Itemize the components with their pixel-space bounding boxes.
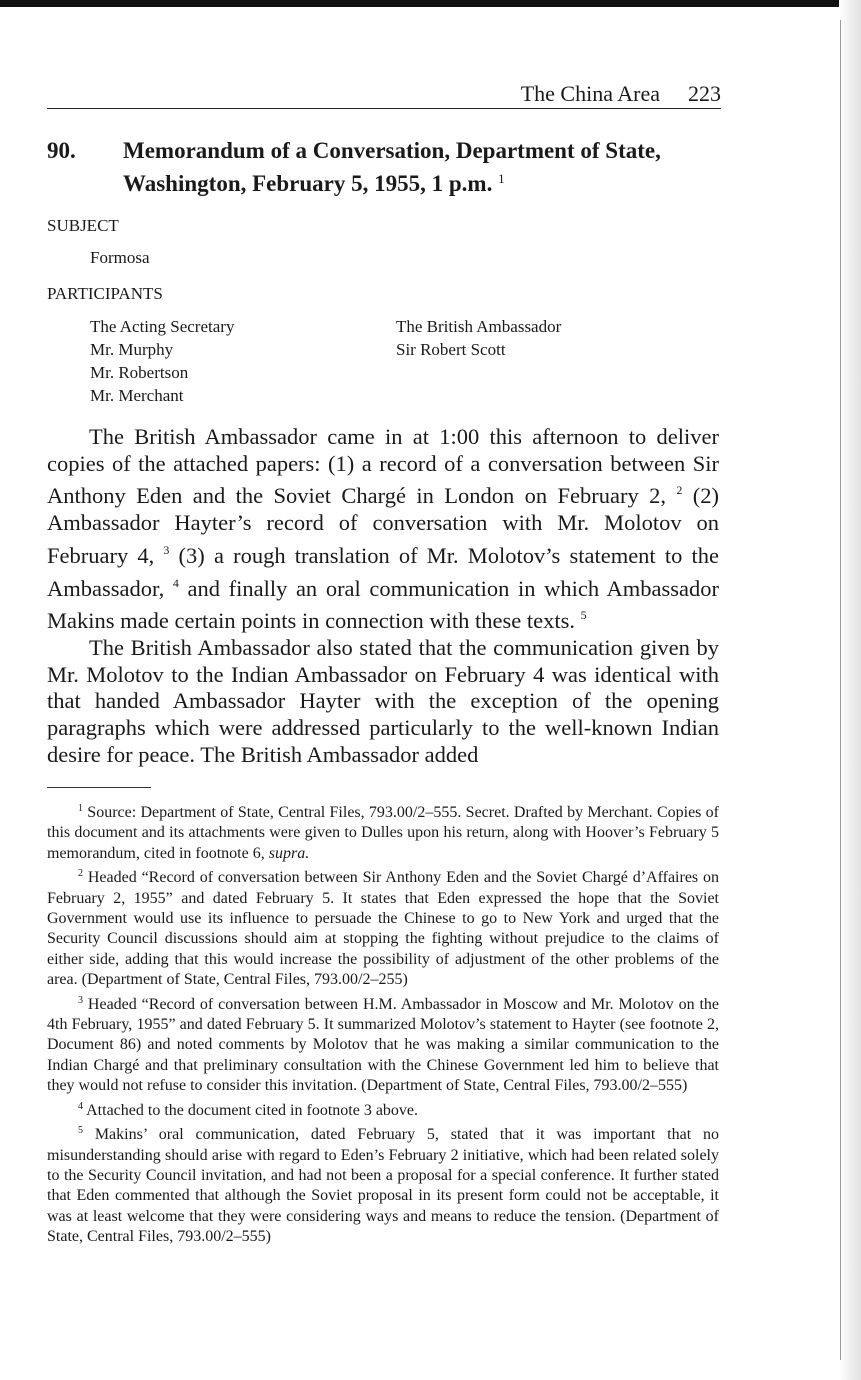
running-head [521,81,721,107]
page-fold-line [840,20,841,1360]
document-title [123,137,723,198]
scan-top-edge [0,0,861,7]
footnotes [47,799,719,1248]
section-title: The China Area [520,81,660,106]
footnote-number: 1 [78,803,83,814]
page-header [47,80,721,109]
footnote-ref: 5 [580,608,587,623]
footnote-ref: 1 [498,171,505,186]
footnote: $^5$ Makins’ oral communication, dated February 5, stated that it was important that no misunderstanding should arise with regard to Eden’s February 2 initiative, which had been related solely to the Security Council invitation, and had not been a proposal for a special conference. It further stated that Eden commented that although the Soviet proposal in its present form could not be acceptable, it was at least welcome that they were considering ways and means to reduce the tension. (Department of State, Central Files, 793.00/2–555) [47,1125,719,1246]
participant: Mr. Merchant [90,386,184,405]
document-title-text: Memorandum of a Conversation, Department of State, Washington, February 5, 1955, 1 p.m. [123,138,661,196]
participant: Mr. Robertson [90,363,189,382]
participants-label: PARTICIPANTS [47,284,163,303]
participant: The Acting Secretary [90,317,235,336]
footnote-ref: 3 [163,542,170,557]
footnote: $^4$ Attached to the document cited in footnote 3 above. [78,1100,419,1119]
subject-value: Formosa [90,248,150,267]
footnote: $^1$ Source: Department of State, Central Files, 793.00/2–555. Secret. Drafted by Merchant. Copies of this document and its attachments were given to Dulles upon his return, along with Hoover’s February 5 memorandum, cited in footnote 6, supra. [47,803,720,862]
memorandum-body [47,424,719,768]
footnote-divider [47,787,151,788]
footnote: $^2$ Headed “Record of conversation between Sir Anthony Eden and the Soviet Chargé d’Affaires on February 2, 1955” and dated February 5. It states that Eden expressed the hope that the Soviet Government would use its influence to persuade the Chinese to go to New York and urged that the Security Council discussions should aim at stopping the fighting without prejudice to the claims of either side, adding that this would increase the possibility of adjustment of the other problems of the area. (Department of State, Central Files, 793.00/2–255) [47,868,720,989]
body-paragraph: The British Ambassador also stated that the communication given by Mr. Molotov to the Indian Ambassador on February 4 was identical with that handed Ambassador Hayter with the exception of the opening paragraphs which were addressed particularly to the well-known Indian desire for peace. The British Ambassador added [47,634,719,767]
footnote-number: 2 [78,868,83,880]
footnote: $^3$ Headed “Record of conversation between H.M. Ambassador in Moscow and Mr. Molotov on the 4th February, 1955” and dated February 5. It summarized Molotov’s statement to Hayter (see footnote 2, Document 86) and noted comments by Molotov that he was making a similar communication to the Indian Chargé and that preliminary consultation with the Chinese Government led him to believe that they would not refuse to consider this invitation. (Department of State, Central Files, 793.00/2–555) [47,994,720,1095]
document-number: 90. [47,138,76,163]
footnote-ref: 2 [676,483,683,498]
footnote-ref: 4 [172,575,179,590]
subject-label: SUBJECT [47,216,119,235]
participant: Sir Robert Scott [396,340,506,359]
participant: The British Ambassador [396,317,562,336]
footnote-number: 3 [78,994,83,1006]
footnote-number: 5 [78,1125,83,1137]
page-number: 223 [688,81,721,106]
body-paragraph: The British Ambassador came in at 1:00 this afternoon to deliver copies of the attached papers: (1) a record of a conversation between Sir Anthony Eden and the Soviet Chargé in London on February 2, $^2$ (2) Ambassador Hayter’s record of conversation with Mr. Molotov on February 4, $^3$ (3) a rough translation of Mr. Molotov’s statement to the Ambassador, $^4$ and finally an oral communication in which Ambassador Makins made certain points in connection with these texts. $^5$ [47,424,719,634]
scan-right-edge [839,0,861,1380]
participant: Mr. Murphy [90,340,174,359]
footnote-number: 4 [78,1100,83,1112]
